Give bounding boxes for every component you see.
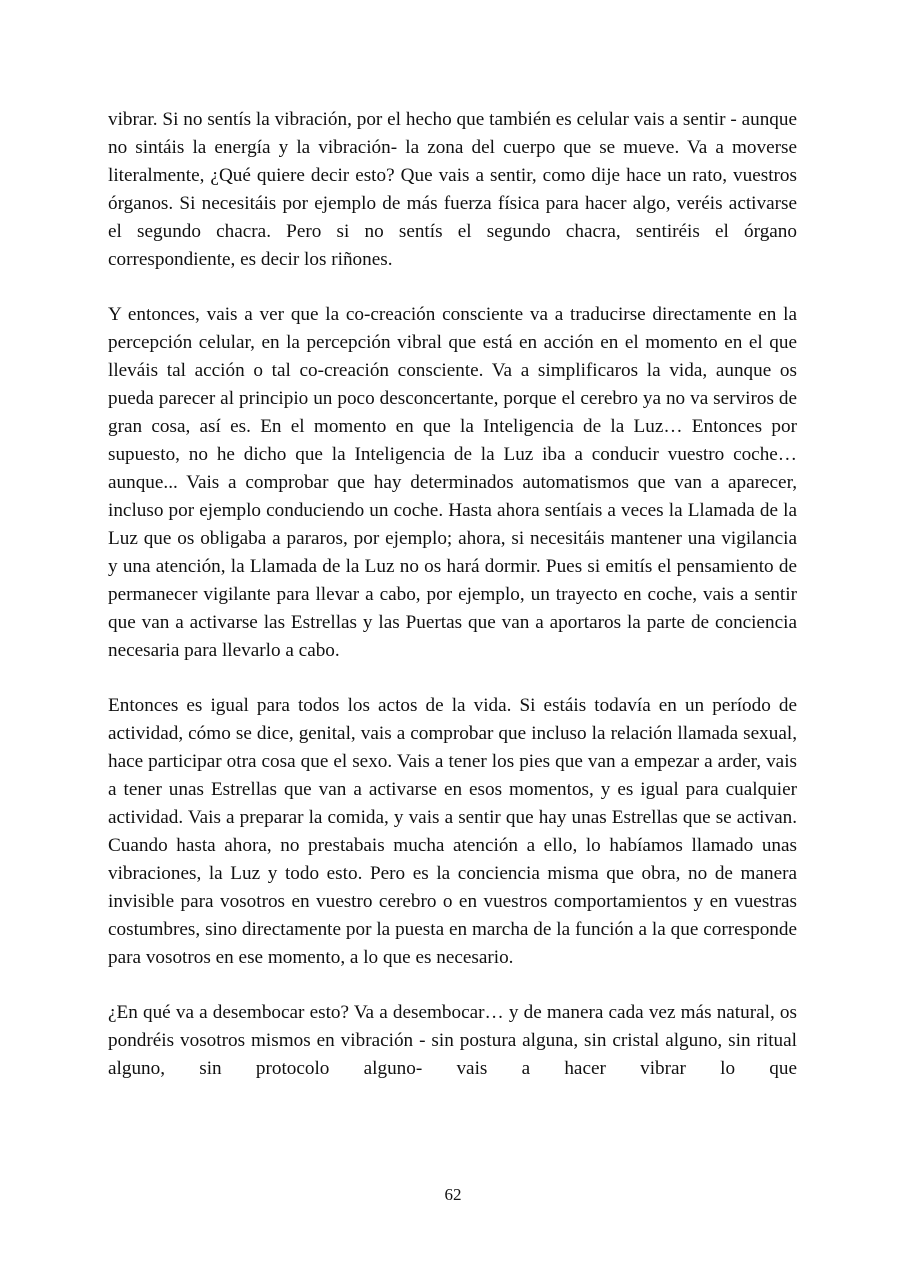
paragraph-1: vibrar. Si no sentís la vibración, por el hecho que también es celular vais a sentir - aunque no sintáis la energía y la vibración- la zona del cuerpo que se mueve. Va a moverse literalmente, ¿Qué quiere decir esto? Que vais a sentir, como dije hace un rato, vuestros órganos. Si necesitáis por ejemplo de más fuerza física para hacer algo, veréis activarse el segundo chacra. Pero si no sentís el segundo chacra, sentiréis el órgano correspondiente, es decir los riñones. xyxy=(108,109,797,270)
page-number: 62 xyxy=(444,1185,462,1204)
paragraph-3: Entonces es igual para todos los actos de la vida. Si estáis todavía en un período de actividad, cómo se dice, genital, vais a comprobar que incluso la relación llamada sexual, hace participar otra cosa que el sexo. Vais a tener los pies que van a empezar a arder, vais a tener unas Estrellas que van a activarse en esos momentos, y es igual para cualquier actividad. Vais a preparar la comida, y vais a sentir que hay unas Estrellas que se activan. Cuando hasta ahora, no prestabais mucha atención a ello, lo habíamos llamado unas vibraciones, la Luz y todo esto. Pero es la conciencia misma que obra, no de manera invisible para vosotros en vuestro cerebro o en vuestros comportamientos y en vuestras costumbres, sino directamente por la puesta en marcha de la función a la que corresponde para vosotros en ese momento, a lo que es necesario. xyxy=(108,695,797,968)
body-text xyxy=(108,106,797,1083)
paragraph-2: Y entonces, vais a ver que la co-creación consciente va a traducirse directamente en la percepción celular, en la percepción vibral que está en acción en el momento en el que lleváis tal acción o tal co-creación consciente. Va a simplificaros la vida, aunque os pueda parecer al principio un poco desconcertante, porque el cerebro ya no va serviros de gran cosa, así es. En el momento en que la Inteligencia de la Luz… Entonces por supuesto, no he dicho que la Inteligencia de la Luz iba a conducir vuestro coche… aunque... Vais a comprobar que hay determinados automatismos que van a aparecer, incluso por ejemplo conduciendo un coche. Hasta ahora sentíais a veces la Llamada de la Luz que os obligaba a pararos, por ejemplo; ahora, si necesitáis mantener una vigilancia y una atención, la Llamada de la Luz no os hará dormir. Pues si emitís el pensamiento de permanecer vigilante para llevar a cabo, por ejemplo, un trayecto en coche, vais a sentir que van a activarse las Estrellas y las Puertas que van a aportaros la parte de conciencia necesaria para llevarlo a cabo. xyxy=(108,304,797,661)
paragraph-4: ¿En qué va a desembocar esto? Va a desembocar… y de manera cada vez más natural, os pondréis vosotros mismos en vibración - sin postura alguna, sin cristal alguno, sin ritual alguno, sin protocolo alguno- vais a hacer vibrar lo que xyxy=(108,1002,797,1079)
